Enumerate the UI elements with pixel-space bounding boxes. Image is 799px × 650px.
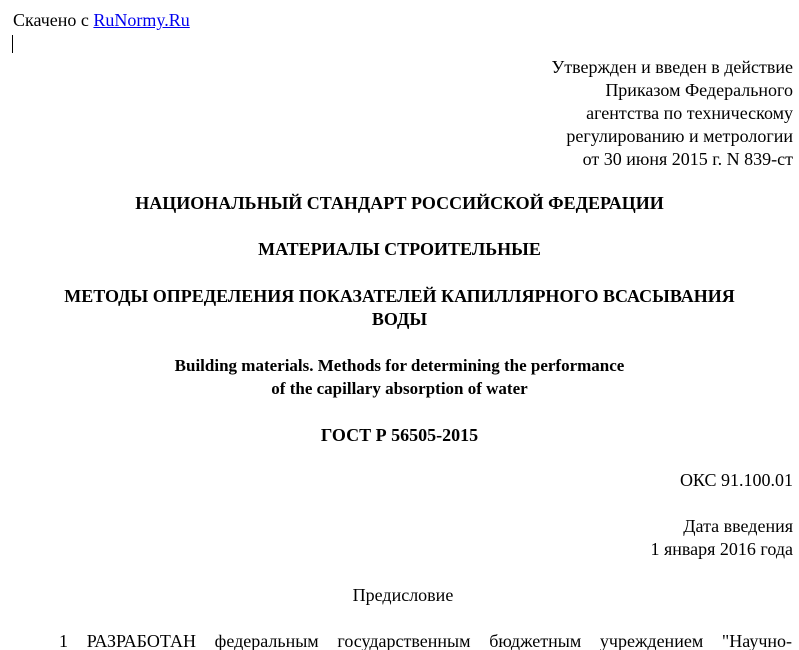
heading-methods-line: ВОДЫ xyxy=(371,309,428,329)
heading-national-standard: НАЦИОНАЛЬНЫЙ СТАНДАРТ РОССИЙСКОЙ ФЕДЕРАЦИИ xyxy=(135,193,664,213)
preface-heading: Предисловие xyxy=(352,585,454,605)
source-prefix: Скачено с xyxy=(13,10,94,30)
approval-line: регулированию и метрологии xyxy=(566,126,793,146)
introduction-date-value: 1 января 2016 года xyxy=(650,539,793,559)
heading-methods-line: МЕТОДЫ ОПРЕДЕЛЕНИЯ ПОКАЗАТЕЛЕЙ КАПИЛЛЯРНОГО ВСАСЫВАНИЯ xyxy=(64,286,735,306)
paragraph-1: 1 РАЗРАБОТАН федеральным государственным бюджетным учреждением "Научно- xyxy=(59,631,792,650)
english-title-line: of the capillary absorption of water xyxy=(271,379,528,398)
approval-block xyxy=(551,56,793,171)
approval-line: агентства по техническому xyxy=(586,103,793,123)
text-cursor xyxy=(12,35,13,53)
approval-line: от 30 июня 2015 г. N 839-ст xyxy=(582,149,793,169)
source-link[interactable]: RuNormy.Ru xyxy=(93,10,190,30)
heading-english-title xyxy=(0,354,799,400)
approval-line: Утвержден и введен в действие xyxy=(551,57,793,77)
heading-methods xyxy=(0,285,799,331)
heading-gost-number: ГОСТ Р 56505-2015 xyxy=(320,425,479,445)
heading-materials: МАТЕРИАЛЫ СТРОИТЕЛЬНЫЕ xyxy=(258,239,541,259)
introduction-date-label: Дата введения xyxy=(683,516,793,536)
english-title-line: Building materials. Methods for determining the performance xyxy=(174,356,625,375)
source-line xyxy=(13,9,190,31)
approval-line: Приказом Федерального xyxy=(605,80,793,100)
oks-code: ОКС 91.100.01 xyxy=(679,470,793,490)
introduction-date xyxy=(650,515,793,561)
